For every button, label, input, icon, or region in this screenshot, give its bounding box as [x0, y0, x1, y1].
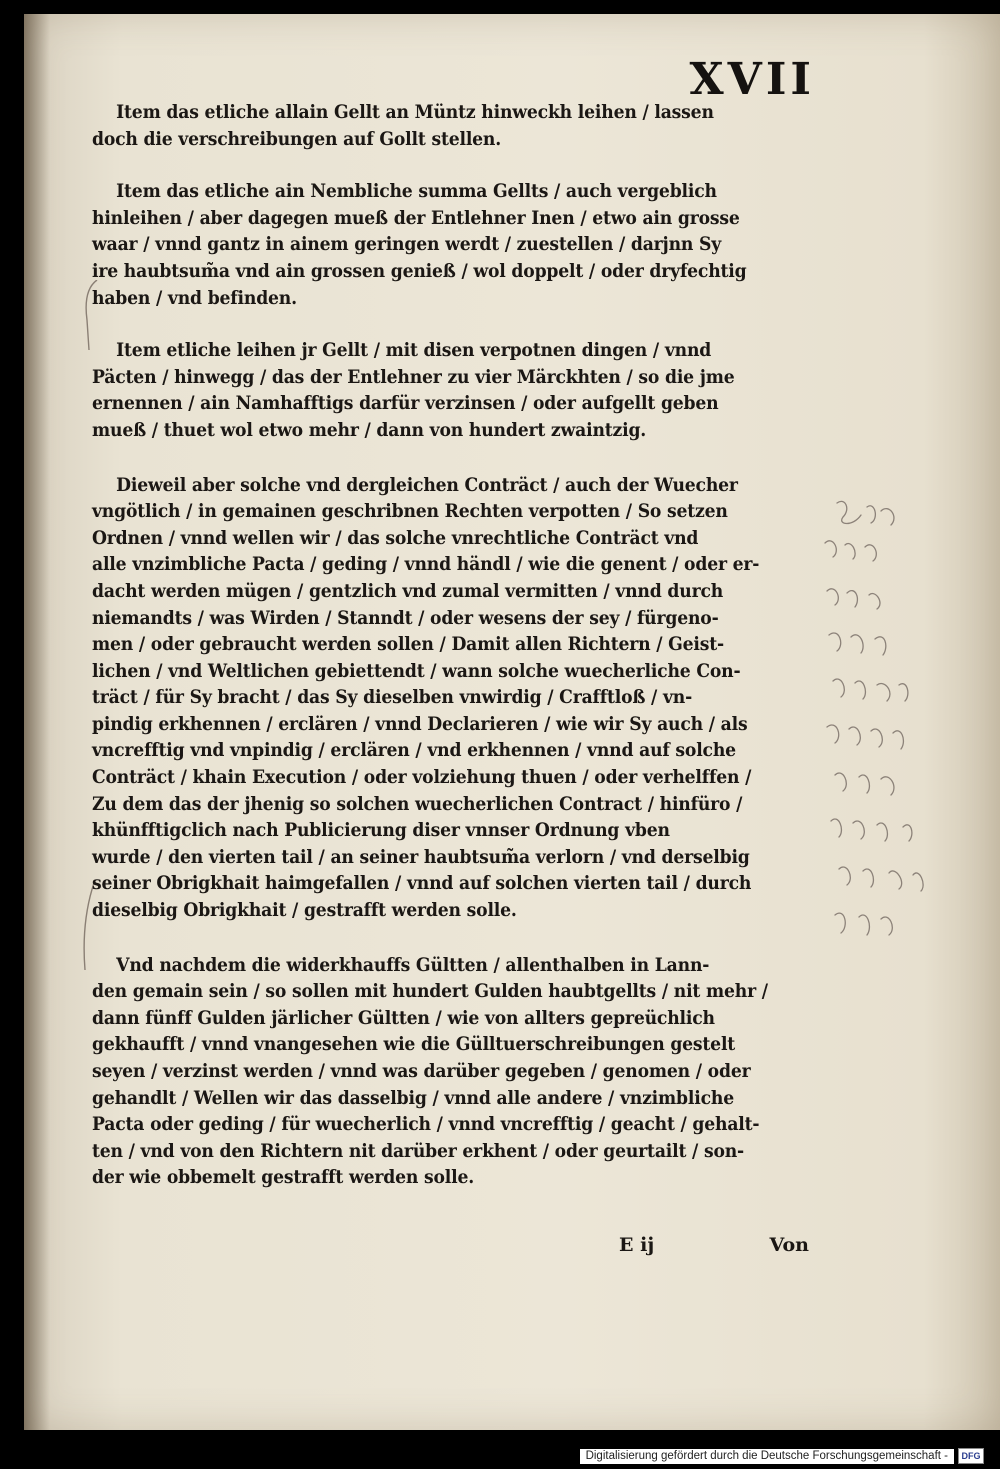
text-line: den gemain sein / so sollen mit hundert Gulden haubtgellts / nit mehr /: [92, 981, 768, 1003]
main-text: [92, 100, 792, 1192]
page-spine-shadow: [24, 14, 50, 1430]
catchword: Von: [769, 1234, 809, 1256]
paragraph-3: [92, 338, 792, 444]
text-line: Pacta oder geding / für wuecherlich / vnnd vncrefftig / geacht / gehalt-: [92, 1114, 760, 1136]
signature-mark: E ij: [619, 1234, 655, 1256]
handwriting-scribble-icon: [815, 495, 965, 975]
text-line: Ordnen / vnnd wellen wir / das solche vnrechtliche Conträct vnd: [92, 527, 699, 549]
text-line: Vnd nachdem die widerkhauffs Gültten / allenthalben in Lann-: [116, 954, 710, 976]
text-line: alle vnzimbliche Pacta / geding / vnnd händl / wie die genent / oder er-: [92, 554, 760, 576]
text-line: ire haubtsum̃a vnd ain grossen genieß / wol doppelt / oder dryfechtig: [92, 260, 747, 282]
paragraph-5: [92, 953, 792, 1192]
text-line: doch die verschreibungen auf Gollt stellen.: [92, 128, 502, 150]
text-line: hinleihen / aber dagegen mueß der Entlehner Inen / etwo ain grosse: [92, 207, 740, 229]
paragraph-2: [92, 179, 792, 312]
text-line: Item das etliche allain Gellt an Müntz hinweckh leihen / lassen: [116, 102, 714, 123]
text-line: dieselbig Obrigkhait / gestrafft werden solle.: [92, 900, 517, 922]
text-line: khünfftigclich nach Publicierung diser vnnser Ordnung vben: [92, 820, 670, 842]
paragraph-1: [92, 100, 792, 153]
funding-credit: Digitalisierung gefördert durch die Deutsche Forschungsgemeinschaft -: [580, 1449, 954, 1464]
text-line: seiner Obrigkhait haimgefallen / vnnd auf solchen vierten tail / durch: [92, 873, 752, 895]
text-line: men / oder gebraucht werden sollen / Damit allen Richtern / Geist-: [92, 634, 724, 656]
text-line: gekhaufft / vnnd vnangesehen wie die Gülltuerschreibungen gestelt: [92, 1034, 736, 1056]
text-line: Item etliche leihen jr Gellt / mit disen verpotnen dingen / vnnd: [116, 340, 712, 362]
folio-number: XVII: [689, 54, 815, 105]
text-line: lichen / vnd Weltlichen gebiettendt / wann solche wuecherliche Con-: [92, 660, 741, 682]
text-line: mueß / thuet wol etwo mehr / dann von hundert zwaintzig.: [92, 419, 647, 441]
text-line: der wie obbemelt gestrafft werden solle.: [92, 1167, 475, 1189]
text-line: dann fünff Gulden järlicher Gültten / wie von allters gepreüchlich: [92, 1007, 715, 1029]
handwritten-margin-notes: [815, 495, 965, 975]
page-foot: [92, 1234, 817, 1264]
text-line: Dieweil aber solche vnd dergleichen Conträct / auch der Wuecher: [116, 474, 738, 496]
text-line: Päcten / hinwegg / das der Entlehner zu vier Märckhten / so die jme: [92, 366, 735, 388]
text-line: ten / vnd von den Richtern nit darüber erkhent / oder geurtailt / son-: [92, 1140, 745, 1162]
text-line: Conträct / khain Execution / oder volziehung thuen / oder verhelffen /: [92, 767, 752, 789]
text-line: dacht werden mügen / gentzlich vnd zumal vermitten / vnnd durch: [92, 580, 724, 602]
text-line: vncrefftig vnd vnpindig / erclären / vnd erkhennen / vnnd auf solche: [92, 740, 736, 762]
text-line: ernennen / ain Namhafftigs darfür verzinsen / oder aufgellt geben: [92, 393, 719, 415]
text-line: Zu dem das der jhenig so solchen wuecherlichen Contract / hinfüro /: [92, 793, 743, 815]
text-line: seyen / verzinst werden / vnnd was darüber gegeben / genomen / oder: [92, 1061, 751, 1082]
text-line: wurde / den vierten tail / an seiner haubtsum̃a verlorn / vnd derselbig: [92, 846, 750, 868]
text-line: haben / vnd befinden.: [92, 287, 297, 309]
text-line: gehandlt / Wellen wir das dasselbig / vnnd alle andere / vnzimbliche: [92, 1087, 734, 1109]
text-line: Item das etliche ain Nembliche summa Gellts / auch vergeblich: [116, 181, 717, 203]
text-line: niemandts / was Wirden / Stanndt / oder wesens der sey / fürgeno-: [92, 607, 719, 629]
dfg-logo-icon[interactable]: DFG: [958, 1448, 984, 1464]
paragraph-4: [92, 473, 792, 925]
text-line: pindig erkhennen / erclären / vnnd Declarieren / wie wir Sy auch / als: [92, 713, 748, 735]
text-line: vngötlich / in gemainen geschribnen Rechten verpotten / So setzen: [92, 501, 728, 523]
text-line: träct / für Sy bracht / das Sy dieselben vnwirdig / Crafftloß / vn-: [92, 687, 693, 709]
text-line: waar / vnnd gantz in ainem geringen werdt / zuestellen / darjnn Sy: [92, 234, 722, 256]
